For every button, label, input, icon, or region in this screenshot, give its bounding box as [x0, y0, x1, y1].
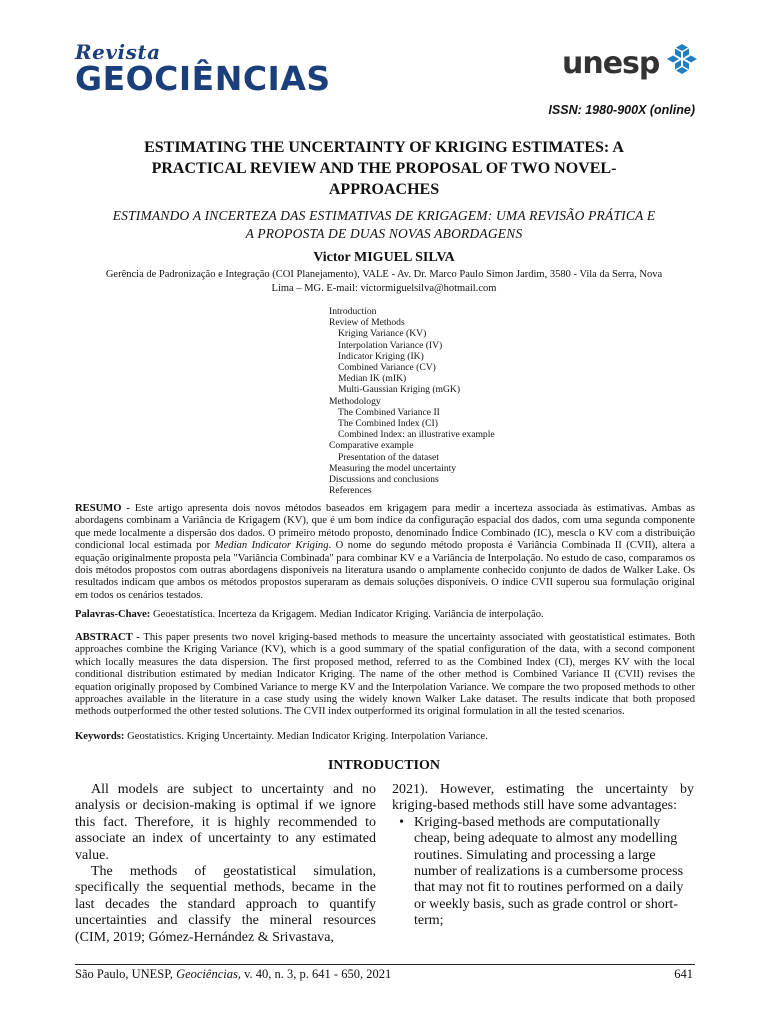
introduction-heading: INTRODUCTION — [327, 758, 440, 773]
abstract-label: ABSTRACT - — [75, 632, 140, 643]
unesp-cube-icon — [666, 43, 698, 75]
resumo-paragraph — [75, 503, 695, 602]
article-title-line: APPROACHES — [328, 181, 440, 198]
journal-logo — [75, 42, 331, 96]
bullet-text: Kriging-based methods are computationally cheap, being adequate to almost any modelling routines. Simulating and processing a large number of realizations is a cumbersome process that may not fit to routines performed on a daily or weekly basis, such as grade control or short-term; — [414, 814, 684, 929]
body-paragraph: All models are subject to uncertainty and no analysis or decision-making is optimal if we ignore this fact. Therefore, it is highly recommended to associate an index of uncertainty to any estimated value. — [75, 782, 376, 863]
journal-logo-name: GEOCIÊNCIAS — [75, 59, 331, 98]
resumo-label: RESUMO - — [75, 503, 130, 514]
article-title-line: ESTIMATING THE UNCERTAINTY OF KRIGING ESTIMATES: A — [144, 139, 624, 156]
palavras-chave — [75, 609, 695, 621]
publisher-logo-text: unesp — [562, 46, 660, 81]
article-subtitle-line: A PROPOSTA DE DUAS NOVAS ABORDAGENS — [245, 226, 523, 241]
toc-item[interactable]: Multi-Gaussian Kriging (mGK) — [338, 384, 461, 396]
palavras-chave-label: Palavras-Chave: — [75, 609, 151, 620]
toc-item[interactable]: Kriging Variance (KV) — [338, 328, 427, 340]
affiliation-line: Lima – MG. E-mail: victormiguelsilva@hotmail.com — [271, 283, 497, 294]
toc-item[interactable]: Comparative example — [329, 440, 414, 452]
abstract-paragraph — [75, 632, 695, 719]
bullet-item — [392, 815, 694, 930]
author-affiliation — [74, 268, 694, 296]
palavras-chave-text: Geoestatística. Incerteza da Krigagem. Median Indicator Kriging. Variância de interpolação. — [150, 609, 544, 620]
article-title-line: PRACTICAL REVIEW AND THE PROPOSAL OF TWO NOVEL- — [151, 160, 617, 177]
abstract-text: This paper presents two novel kriging-based methods to measure the uncertainty associated with geostatistical estimates. Both approaches combine the Kriging Variance (KV), which is a good summary of the spatial configuration of the data, with a second component which locally measures the data dispersion. The first proposed method, referred to as the Combined Index (CI), merges KV with the local conditional distribution estimated by median Indicator Kriging. The name of the other method is Combined Variance II (CVII) revises the equation originally proposed by Combined Variance to merge KV and the Interpolation Variance. We compare the two proposed methods to other approaches available in the literature in a case study using the widely known Walker Lake dataset. The results indicate that both proposed methods outperformed the other tested solutions. The CVII index outperformed its original formulation in all the tested scenarios. — [75, 632, 695, 718]
toc-item[interactable]: Combined Index: an illustrative example — [338, 429, 495, 441]
body-column-right — [392, 782, 694, 930]
body-column-left — [75, 782, 376, 946]
page-number: 641 — [674, 967, 693, 981]
author-name: Victor MIGUEL SILVA — [313, 250, 455, 265]
resumo-text: Este artigo apresenta dois novos métodos baseados em krigagem para medir a incerteza associada às estimativas. Ambas as abordagens combinam a Variância de Krigagem (KV), que é um bom índice da configuração espacial dos dados, com uma segunda componente que mede localmente a dispersão dos dados. O primeiro método proposto, denominado Índice Combinado (IC), mescla o KV com a distribuição condicional local estimada por — [75, 503, 695, 552]
footer-divider — [75, 964, 695, 965]
footer-citation-start: São Paulo, UNESP, — [75, 967, 177, 981]
toc-item[interactable]: Combined Variance (CV) — [338, 362, 436, 374]
toc-item[interactable]: Median IK (mIK) — [338, 373, 407, 385]
toc-item[interactable]: Measuring the model uncertainty — [329, 462, 457, 474]
journal-logo-revista: Revista — [75, 40, 161, 64]
toc-item[interactable]: Discussions and conclusions — [329, 474, 439, 486]
keywords-label: Keywords: — [75, 731, 125, 742]
toc-item[interactable]: Review of Methods — [329, 317, 405, 329]
bullet-icon: • — [399, 814, 404, 830]
publisher-logo — [562, 43, 697, 85]
issn-label: ISSN: 1980-900X (online) — [548, 103, 695, 117]
body-paragraph-continued: 2021). However, estimating the uncertainty by kriging-based methods still have some advantages: — [392, 782, 694, 814]
footer-citation — [75, 967, 391, 982]
resumo-text-end: . O nome do segundo método proposta é Variância Combinada II (CVII), altera a equação originalmente proposta pela "Variância Combinada" para combinar KV e a Variância de Interpolação. No estudo de caso, comparamos os dois métodos propostos com outras abordagens disponíveis na literatura usando o amplamente conhecido conjunto de dados de Walker Lake. Os resultados indicam que ambos os métodos propostos superaram as demais soluções disponíveis. O índice CVII superou sua formulação original em todos os cenários testados. — [75, 540, 695, 601]
toc-item[interactable]: References — [329, 485, 372, 497]
toc-item[interactable]: Interpolation Variance (IV) — [338, 339, 443, 351]
footer-citation-journal: Geociências — [176, 967, 238, 981]
toc-item[interactable]: The Combined Index (CI) — [338, 418, 438, 430]
footer-citation-end: , v. 40, n. 3, p. 641 - 650, 2021 — [237, 967, 392, 981]
keywords — [75, 731, 695, 743]
keywords-text: Geostatistics. Kriging Uncertainty. Median Indicator Kriging. Interpolation Variance. — [124, 731, 488, 742]
table-of-contents — [329, 306, 495, 496]
toc-item[interactable]: Methodology — [329, 395, 381, 407]
body-paragraph: The methods of geostatistical simulation, specifically the sequential methods, became in the last decades the standard approach to quantify uncertainties and classify the mineral resources (CIM, 2019; Gómez-Hernández & Srivastava, — [75, 864, 376, 945]
toc-item[interactable]: Presentation of the dataset — [338, 451, 439, 463]
resumo-italic-term: Median Indicator Kriging — [214, 540, 329, 552]
article-subtitle — [80, 207, 688, 243]
toc-item[interactable]: Introduction — [329, 306, 377, 317]
affiliation-line: Gerência de Padronização e Integração (COI Planejamento), VALE - Av. Dr. Marco Paulo Simon Jardim, 3580 - Vila da Serra, Nova — [105, 269, 663, 280]
toc-item[interactable]: Indicator Kriging (IK) — [338, 350, 424, 362]
toc-item[interactable]: The Combined Variance II — [338, 406, 440, 418]
article-subtitle-line: ESTIMANDO A INCERTEZA DAS ESTIMATIVAS DE KRIGAGEM: UMA REVISÃO PRÁTICA E — [112, 208, 656, 223]
article-title — [80, 137, 688, 200]
